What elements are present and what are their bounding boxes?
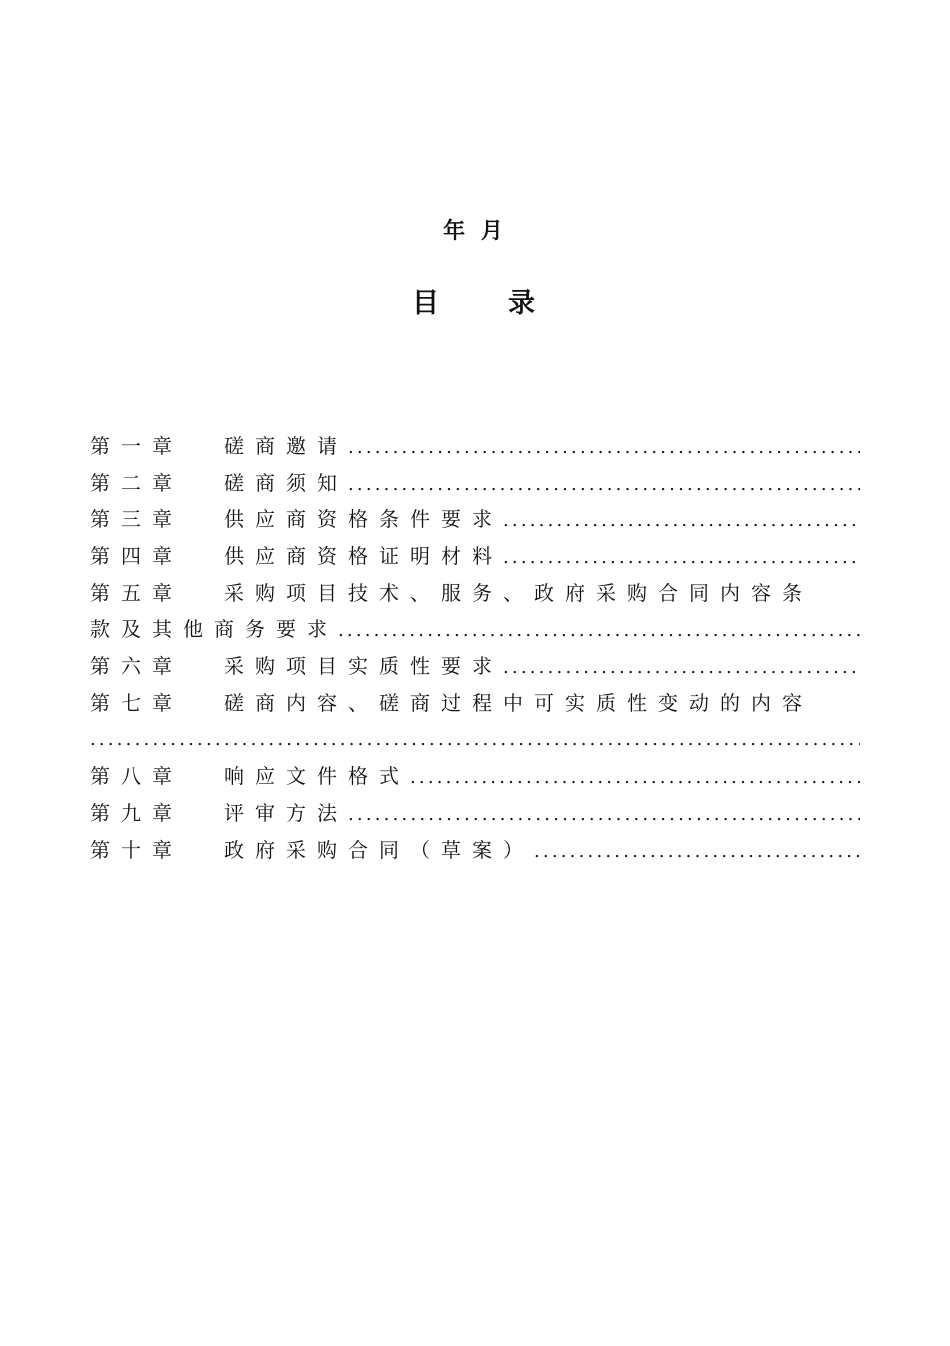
toc-chapter-title: 供应商资格证明材料 bbox=[224, 544, 503, 569]
toc-heading-left-char: 目 bbox=[412, 288, 439, 319]
toc-chapter-number: 第六章 bbox=[90, 654, 183, 679]
toc-dot-leader bbox=[410, 760, 860, 795]
toc-entry-5[interactable] bbox=[90, 575, 860, 612]
toc-dot-leader bbox=[348, 467, 860, 502]
toc-chapter-title: 供应商资格条件要求 bbox=[224, 507, 503, 532]
toc-chapter-title: 采购项目实质性要求 bbox=[224, 654, 503, 679]
toc-entry-3[interactable] bbox=[90, 501, 860, 538]
toc-dot-leader bbox=[348, 797, 860, 832]
toc-entry-2[interactable] bbox=[90, 465, 860, 502]
toc-entry-6[interactable] bbox=[90, 648, 860, 685]
toc-dot-leader bbox=[534, 834, 860, 869]
toc-chapter-number: 第十章 bbox=[90, 837, 183, 862]
toc-entry-5-continuation[interactable] bbox=[90, 611, 860, 648]
toc-chapter-number: 第一章 bbox=[90, 434, 183, 458]
toc-chapter-title: 磋商邀请 bbox=[224, 434, 348, 458]
toc-chapter-title: 政府采购合同（草案） bbox=[224, 837, 534, 862]
toc-entry-1[interactable] bbox=[90, 428, 860, 465]
toc-entry-7[interactable] bbox=[90, 685, 860, 722]
toc-chapter-number: 第七章 bbox=[90, 690, 183, 715]
toc-dot-leader bbox=[90, 722, 860, 758]
toc-chapter-number: 第三章 bbox=[90, 507, 183, 532]
toc-dot-leader bbox=[503, 503, 860, 538]
toc-entry-10[interactable] bbox=[90, 832, 860, 869]
toc-entry-8[interactable] bbox=[90, 758, 860, 795]
toc-chapter-number: 第二章 bbox=[90, 470, 183, 495]
toc-chapter-number: 第四章 bbox=[90, 544, 183, 569]
toc-dot-leader bbox=[503, 540, 860, 575]
toc-chapter-number: 第八章 bbox=[90, 764, 183, 789]
toc-chapter-title: 磋商内容、磋商过程中可实质性变动的内容 bbox=[224, 690, 813, 715]
table-of-contents bbox=[90, 428, 860, 868]
toc-chapter-title: 磋商须知 bbox=[224, 470, 348, 495]
toc-chapter-title: 响应文件格式 bbox=[224, 764, 410, 789]
toc-chapter-number: 第九章 bbox=[90, 800, 183, 825]
toc-chapter-title-continuation: 款及其他商务要求 bbox=[90, 617, 338, 642]
toc-chapter-title: 采购项目技术、服务、政府采购合同内容条 bbox=[224, 580, 813, 605]
toc-dot-leader bbox=[503, 650, 860, 685]
toc-chapter-title: 评审方法 bbox=[224, 800, 348, 825]
toc-chapter-number: 第五章 bbox=[90, 580, 183, 605]
toc-entry-9[interactable] bbox=[90, 795, 860, 832]
date-line: 年 月 bbox=[443, 219, 507, 244]
toc-heading bbox=[0, 284, 950, 324]
toc-dot-leader bbox=[338, 613, 860, 648]
toc-entry-7-continuation[interactable] bbox=[90, 722, 860, 759]
toc-heading-right-char: 录 bbox=[508, 288, 535, 319]
toc-dot-leader bbox=[348, 430, 860, 465]
toc-entry-4[interactable] bbox=[90, 538, 860, 575]
